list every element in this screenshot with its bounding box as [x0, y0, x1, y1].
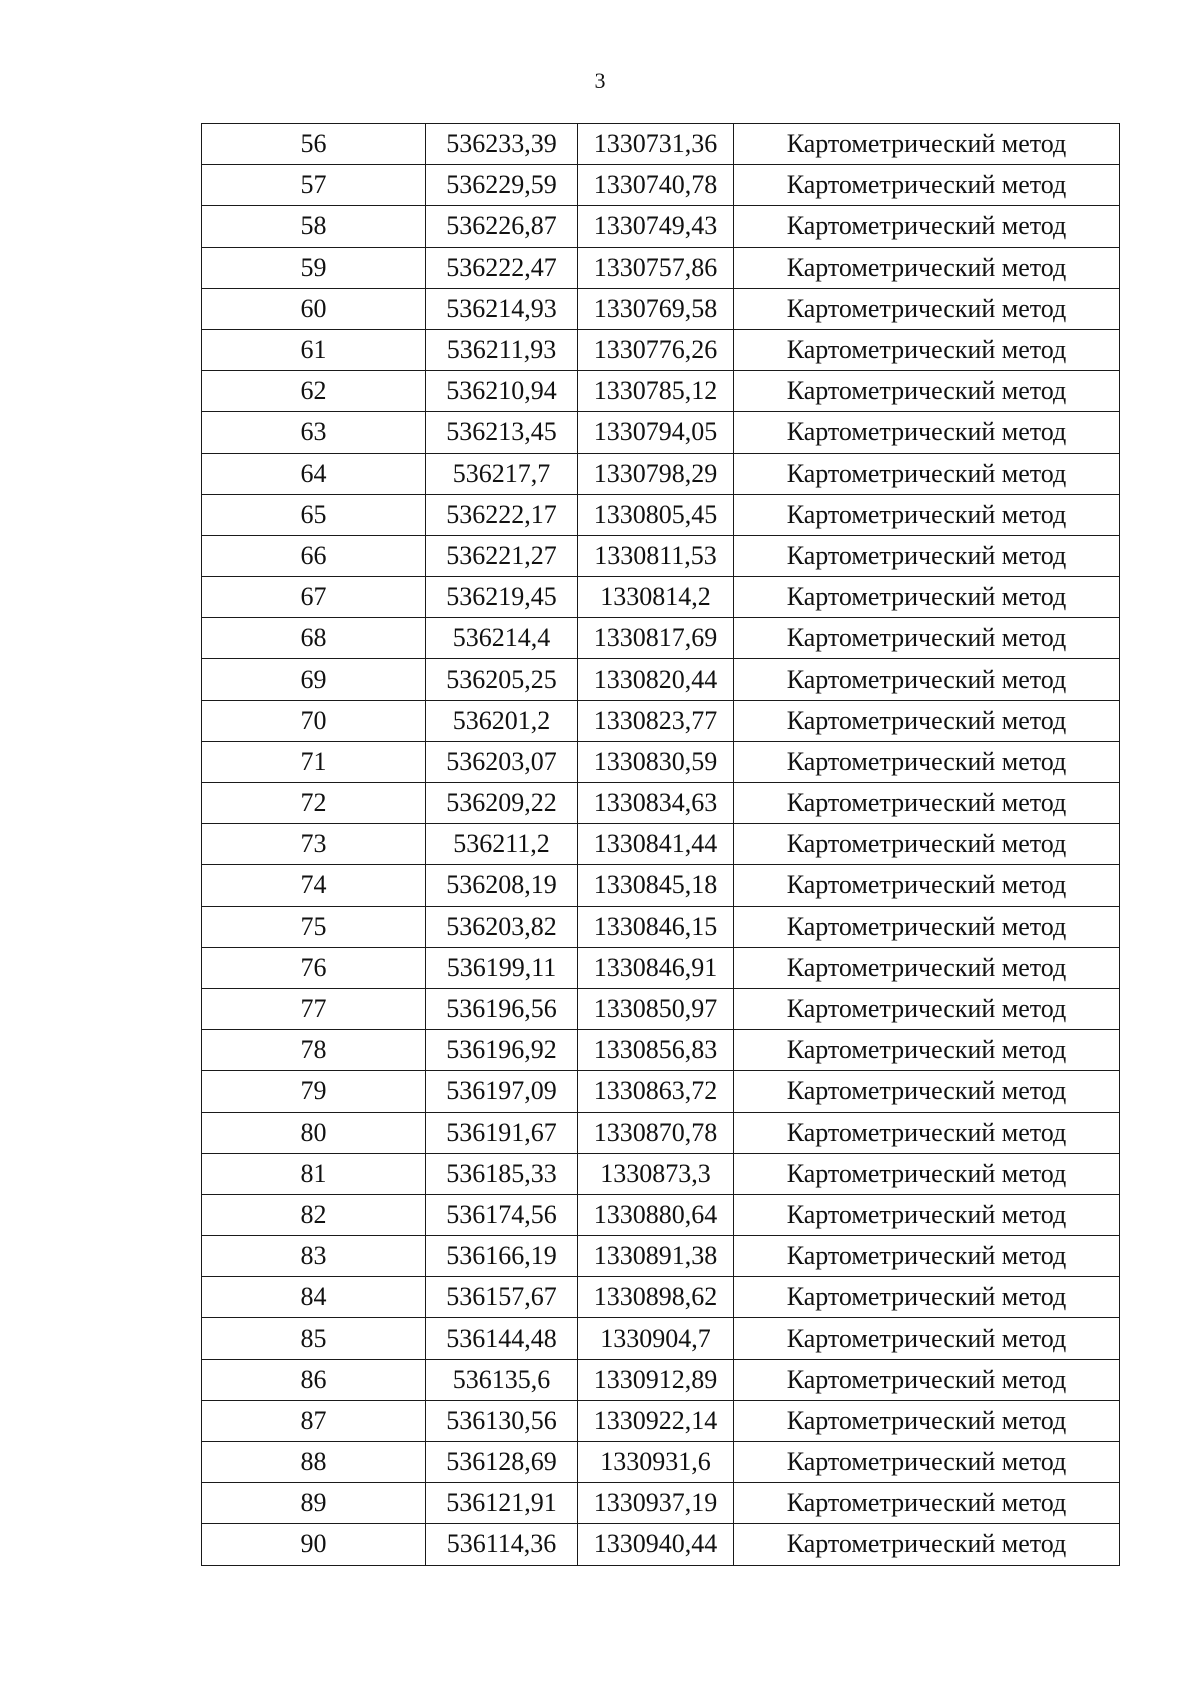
y-coordinate-cell: 1330749,43	[578, 206, 734, 247]
method-cell: Картометрический метод	[734, 494, 1120, 535]
point-number-cell: 70	[202, 700, 426, 741]
table-row	[202, 783, 1120, 824]
y-coordinate-cell: 1330811,53	[578, 535, 734, 576]
y-coordinate-cell: 1330870,78	[578, 1112, 734, 1153]
point-number-cell: 59	[202, 247, 426, 288]
table-row	[202, 1359, 1120, 1400]
x-coordinate-cell: 536226,87	[426, 206, 578, 247]
method-cell: Картометрический метод	[734, 288, 1120, 329]
x-coordinate-cell: 536229,59	[426, 165, 578, 206]
y-coordinate-cell: 1330863,72	[578, 1071, 734, 1112]
x-coordinate-cell: 536214,93	[426, 288, 578, 329]
point-number-cell: 76	[202, 947, 426, 988]
method-cell: Картометрический метод	[734, 618, 1120, 659]
point-number-cell: 74	[202, 865, 426, 906]
table-row	[202, 453, 1120, 494]
method-cell: Картометрический метод	[734, 1318, 1120, 1359]
point-number-cell: 86	[202, 1359, 426, 1400]
table-row	[202, 906, 1120, 947]
y-coordinate-cell: 1330830,59	[578, 741, 734, 782]
table-row	[202, 1194, 1120, 1235]
table-row	[202, 988, 1120, 1029]
x-coordinate-cell: 536211,2	[426, 824, 578, 865]
method-cell: Картометрический метод	[734, 865, 1120, 906]
method-cell: Картометрический метод	[734, 577, 1120, 618]
table-row	[202, 124, 1120, 165]
table-row	[202, 741, 1120, 782]
point-number-cell: 75	[202, 906, 426, 947]
x-coordinate-cell: 536199,11	[426, 947, 578, 988]
x-coordinate-cell: 536209,22	[426, 783, 578, 824]
method-cell: Картометрический метод	[734, 124, 1120, 165]
y-coordinate-cell: 1330794,05	[578, 412, 734, 453]
y-coordinate-cell: 1330845,18	[578, 865, 734, 906]
method-cell: Картометрический метод	[734, 741, 1120, 782]
point-number-cell: 69	[202, 659, 426, 700]
x-coordinate-cell: 536144,48	[426, 1318, 578, 1359]
point-number-cell: 60	[202, 288, 426, 329]
point-number-cell: 72	[202, 783, 426, 824]
table-row	[202, 1153, 1120, 1194]
table-row	[202, 288, 1120, 329]
table-row	[202, 1071, 1120, 1112]
point-number-cell: 66	[202, 535, 426, 576]
y-coordinate-cell: 1330850,97	[578, 988, 734, 1029]
page-number: 3	[594, 68, 606, 93]
x-coordinate-cell: 536208,19	[426, 865, 578, 906]
point-number-cell: 64	[202, 453, 426, 494]
x-coordinate-cell: 536217,7	[426, 453, 578, 494]
x-coordinate-cell: 536219,45	[426, 577, 578, 618]
point-number-cell: 85	[202, 1318, 426, 1359]
point-number-cell: 78	[202, 1030, 426, 1071]
y-coordinate-cell: 1330912,89	[578, 1359, 734, 1400]
point-number-cell: 65	[202, 494, 426, 535]
x-coordinate-cell: 536197,09	[426, 1071, 578, 1112]
coordinates-table	[201, 123, 1120, 1566]
method-cell: Картометрический метод	[734, 783, 1120, 824]
coordinates-table-body	[202, 124, 1120, 1566]
table-row	[202, 494, 1120, 535]
x-coordinate-cell: 536130,56	[426, 1400, 578, 1441]
table-row	[202, 535, 1120, 576]
method-cell: Картометрический метод	[734, 1194, 1120, 1235]
table-row	[202, 824, 1120, 865]
table-row	[202, 659, 1120, 700]
table-row	[202, 1030, 1120, 1071]
point-number-cell: 68	[202, 618, 426, 659]
point-number-cell: 80	[202, 1112, 426, 1153]
x-coordinate-cell: 536121,91	[426, 1483, 578, 1524]
method-cell: Картометрический метод	[734, 1277, 1120, 1318]
point-number-cell: 73	[202, 824, 426, 865]
method-cell: Картометрический метод	[734, 988, 1120, 1029]
table-row	[202, 412, 1120, 453]
y-coordinate-cell: 1330820,44	[578, 659, 734, 700]
table-row	[202, 1112, 1120, 1153]
point-number-cell: 83	[202, 1236, 426, 1277]
method-cell: Картометрический метод	[734, 700, 1120, 741]
table-row	[202, 247, 1120, 288]
method-cell: Картометрический метод	[734, 1524, 1120, 1565]
method-cell: Картометрический метод	[734, 247, 1120, 288]
method-cell: Картометрический метод	[734, 1483, 1120, 1524]
x-coordinate-cell: 536221,27	[426, 535, 578, 576]
table-row	[202, 947, 1120, 988]
y-coordinate-cell: 1330937,19	[578, 1483, 734, 1524]
table-row	[202, 700, 1120, 741]
method-cell: Картометрический метод	[734, 1030, 1120, 1071]
method-cell: Картометрический метод	[734, 1112, 1120, 1153]
y-coordinate-cell: 1330805,45	[578, 494, 734, 535]
method-cell: Картометрический метод	[734, 906, 1120, 947]
x-coordinate-cell: 536114,36	[426, 1524, 578, 1565]
method-cell: Картометрический метод	[734, 1071, 1120, 1112]
method-cell: Картометрический метод	[734, 206, 1120, 247]
point-number-cell: 82	[202, 1194, 426, 1235]
method-cell: Картометрический метод	[734, 1153, 1120, 1194]
table-row	[202, 165, 1120, 206]
table-row	[202, 371, 1120, 412]
table-row	[202, 1400, 1120, 1441]
x-coordinate-cell: 536214,4	[426, 618, 578, 659]
x-coordinate-cell: 536135,6	[426, 1359, 578, 1400]
x-coordinate-cell: 536201,2	[426, 700, 578, 741]
x-coordinate-cell: 536213,45	[426, 412, 578, 453]
y-coordinate-cell: 1330785,12	[578, 371, 734, 412]
point-number-cell: 88	[202, 1442, 426, 1483]
y-coordinate-cell: 1330931,6	[578, 1442, 734, 1483]
point-number-cell: 63	[202, 412, 426, 453]
table-row	[202, 329, 1120, 370]
table-row	[202, 1318, 1120, 1359]
y-coordinate-cell: 1330823,77	[578, 700, 734, 741]
y-coordinate-cell: 1330922,14	[578, 1400, 734, 1441]
y-coordinate-cell: 1330776,26	[578, 329, 734, 370]
x-coordinate-cell: 536203,07	[426, 741, 578, 782]
x-coordinate-cell: 536211,93	[426, 329, 578, 370]
x-coordinate-cell: 536205,25	[426, 659, 578, 700]
y-coordinate-cell: 1330873,3	[578, 1153, 734, 1194]
x-coordinate-cell: 536222,17	[426, 494, 578, 535]
method-cell: Картометрический метод	[734, 329, 1120, 370]
point-number-cell: 71	[202, 741, 426, 782]
method-cell: Картометрический метод	[734, 371, 1120, 412]
point-number-cell: 67	[202, 577, 426, 618]
point-number-cell: 61	[202, 329, 426, 370]
table-row	[202, 1236, 1120, 1277]
x-coordinate-cell: 536210,94	[426, 371, 578, 412]
method-cell: Картометрический метод	[734, 659, 1120, 700]
table-row	[202, 1524, 1120, 1565]
y-coordinate-cell: 1330841,44	[578, 824, 734, 865]
table-row	[202, 618, 1120, 659]
method-cell: Картометрический метод	[734, 165, 1120, 206]
point-number-cell: 89	[202, 1483, 426, 1524]
y-coordinate-cell: 1330731,36	[578, 124, 734, 165]
y-coordinate-cell: 1330814,2	[578, 577, 734, 618]
x-coordinate-cell: 536196,56	[426, 988, 578, 1029]
point-number-cell: 90	[202, 1524, 426, 1565]
point-number-cell: 77	[202, 988, 426, 1029]
method-cell: Картометрический метод	[734, 412, 1120, 453]
table-row	[202, 865, 1120, 906]
y-coordinate-cell: 1330898,62	[578, 1277, 734, 1318]
y-coordinate-cell: 1330769,58	[578, 288, 734, 329]
x-coordinate-cell: 536128,69	[426, 1442, 578, 1483]
x-coordinate-cell: 536191,67	[426, 1112, 578, 1153]
y-coordinate-cell: 1330856,83	[578, 1030, 734, 1071]
point-number-cell: 57	[202, 165, 426, 206]
y-coordinate-cell: 1330891,38	[578, 1236, 734, 1277]
x-coordinate-cell: 536203,82	[426, 906, 578, 947]
method-cell: Картометрический метод	[734, 1359, 1120, 1400]
x-coordinate-cell: 536196,92	[426, 1030, 578, 1071]
method-cell: Картометрический метод	[734, 824, 1120, 865]
table-row	[202, 1277, 1120, 1318]
point-number-cell: 81	[202, 1153, 426, 1194]
y-coordinate-cell: 1330834,63	[578, 783, 734, 824]
point-number-cell: 84	[202, 1277, 426, 1318]
method-cell: Картометрический метод	[734, 1400, 1120, 1441]
y-coordinate-cell: 1330940,44	[578, 1524, 734, 1565]
table-row	[202, 577, 1120, 618]
table-row	[202, 1483, 1120, 1524]
y-coordinate-cell: 1330740,78	[578, 165, 734, 206]
y-coordinate-cell: 1330846,15	[578, 906, 734, 947]
x-coordinate-cell: 536157,67	[426, 1277, 578, 1318]
y-coordinate-cell: 1330904,7	[578, 1318, 734, 1359]
method-cell: Картометрический метод	[734, 453, 1120, 494]
method-cell: Картометрический метод	[734, 1442, 1120, 1483]
y-coordinate-cell: 1330846,91	[578, 947, 734, 988]
table-row	[202, 206, 1120, 247]
point-number-cell: 58	[202, 206, 426, 247]
x-coordinate-cell: 536233,39	[426, 124, 578, 165]
y-coordinate-cell: 1330757,86	[578, 247, 734, 288]
x-coordinate-cell: 536174,56	[426, 1194, 578, 1235]
y-coordinate-cell: 1330817,69	[578, 618, 734, 659]
x-coordinate-cell: 536185,33	[426, 1153, 578, 1194]
method-cell: Картометрический метод	[734, 535, 1120, 576]
method-cell: Картометрический метод	[734, 1236, 1120, 1277]
point-number-cell: 56	[202, 124, 426, 165]
y-coordinate-cell: 1330880,64	[578, 1194, 734, 1235]
x-coordinate-cell: 536222,47	[426, 247, 578, 288]
y-coordinate-cell: 1330798,29	[578, 453, 734, 494]
point-number-cell: 62	[202, 371, 426, 412]
method-cell: Картометрический метод	[734, 947, 1120, 988]
point-number-cell: 87	[202, 1400, 426, 1441]
point-number-cell: 79	[202, 1071, 426, 1112]
x-coordinate-cell: 536166,19	[426, 1236, 578, 1277]
table-row	[202, 1442, 1120, 1483]
